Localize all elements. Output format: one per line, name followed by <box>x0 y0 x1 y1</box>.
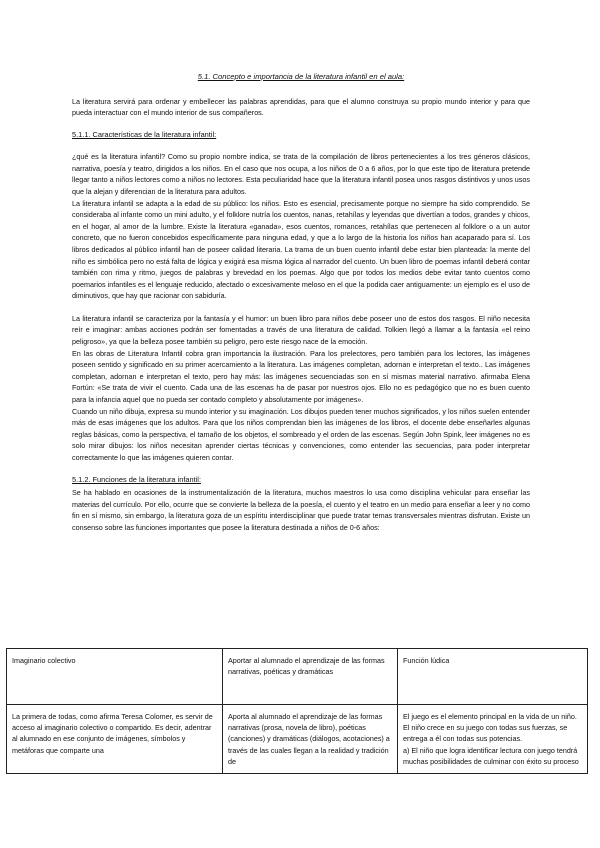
table-header-cell: Aportar al alumnado el aprendizaje de las formas narrativas, poéticas y dramáticas <box>223 649 398 705</box>
paragraph-child-drawing: Cuando un niño dibuja, expresa su mundo interior y su imaginación. Los dibujos pueden tener muchos significados, y los niños suelen entender más de esas imágenes que los adultos. Para que los niños comprendan bien las imágenes de los libros, el docente debe enseñarles algunas reglas básicas, como la perspectiva, el tamaño de los objetos, el sombreado y el orden de las escenas. Según John Spink, leer imágenes no es solo mirar dibujos: los niños necesitan aprender ciertas técnicas y convenciones, como entender las secuencias, para poder interpretar correctamente lo que las imágenes quieren contar. <box>72 406 530 463</box>
subsection-heading-functions: 5.1.2. Funciones de la literatura infantil: <box>72 474 202 484</box>
section-title: 5.1. Concepto e importancia de la literatura infantil en el aula: <box>197 72 405 81</box>
subsection-heading-characteristics: 5.1.1. Características de la literatura infantil: <box>72 129 217 139</box>
paragraph-illustration: En las obras de Literatura Infantil cobra gran importancia la ilustración. Para los prelectores, pero también para los lectores, las imágenes poseen sentido y significado en su primer acercamiento a la literatura. Las imágenes completan, adornan e interpretan el texto.. Las imágenes completan, adornan e interpretan el texto, pero hay más: las imágenes secuenciadas son en sí mismas material narrativo. afirmaba Elena Fortún: «Se trata de vivir el cuento. Cada una de las escenas ha de pasar por nuestros ojos. Ello no es pedagógico que no es buen cuento para la infancia aquel que no pueda ser contado completo y absolutamente por imágenes». <box>72 348 530 405</box>
paragraph-what-is: ¿qué es la literatura infantil? Como su propio nombre indica, se trata de la compilación de libros pertenecientes a los tres géneros clásicos, narrativa, poesía y teatro, dirigidos a los niños. En el caso que nos ocupa, a los niños de 0 a 6 años, por lo que este tipo de literatura pretende llegar tanto a niños lectores como a niños no lectores. Esta peculiaridad hace que la literatura infantil posea unos rasgos distintivos y unos usos que la alejan y diferencian de la literatura para adultos. <box>72 152 530 196</box>
table-row <box>7 705 588 774</box>
table-cell: La primera de todas, como afirma Teresa Colomer, es servir de acceso al imaginario colectivo o compartido. Es decir, adentrar al alumnado en ese conjunto de imágenes, símbolos y metáforas que comparte una <box>7 705 223 774</box>
paragraph-functions: Se ha hablado en ocasiones de la instrumentalización de la literatura, muchos maestros lo usa como disciplina vehicular para enseñar las materias del currículo. Por ello, ocurre que se convierte la belleza de la poesía, el cuento y el teatro en un medio para enseñar a leer y no como fin en sí mismo, sin embargo, la literatura goza de un espíritu interdisciplinar que puede tratar temas transversales mientras disfrutan. Existe un consenso sobre las funciones importantes que posee la literatura destinada a niños de 0-6 años: <box>72 487 530 532</box>
functions-table <box>6 648 588 774</box>
table-cell: Aporta al alumnado el aprendizaje de las formas narrativas (prosa, novela de libro), poéticas (canciones) y dramáticas (diálogos, acotaciones) a través de las cuales llegan a la realidad y tradición de <box>223 705 398 774</box>
paragraph-adapts-to-age: La literatura infantil se adapta a la edad de su público: los niños. Esto es esencial, precisamente porque no siempre ha sido comprendido. Se consideraba al infante como un mini adulto, y el folklore nutría los cuentos, nanas, retahílas y leyendas que divertían a todos, grandes y chicos, en el hogar, al amor de la lumbre. Existe la literatura «ganada», esos cuentos, romances, retahílas que pertenecen al folklore o a un autor concreto, que no fueron concebidos específicamente para ninguna edad, y que a lo largo de la historia los niños han acaparado para sí. Los libros dedicados al público infantil han de poseer calidad literaria. La trama de un buen cuento infantil debe estar bien planteada: la mente del niño es simbólica pero no está falta de lógica y exigirá esa misma lógica al narrador del cuento. Un buen libro de poemas infantil deberá contar también con rima y ritmo, juegos de palabras y brevedad en los poemas. Algo que por todos los medios debe evitar tanto cuentos como poemarios infantiles es el lenguaje reducido, afectado o excesivamente meloso en el que la podida caer antiguamente: un ejemplo es el uso de diminutivos, que hay que racionar con sabiduría. <box>72 198 530 301</box>
table-header-cell: Imaginario colectivo <box>7 649 223 705</box>
document-body <box>72 72 530 533</box>
table-cell: El juego es el elemento principal en la vida de un niño. El niño crece en su juego con todas sus fuerzas, se entrega a él con todas sus potencias. a) El niño que logra identificar lectura con juego tendrá muchas posibilidades de culminar con éxito su proceso <box>398 705 588 774</box>
table-header-row <box>7 649 588 705</box>
intro-paragraph: La literatura servirá para ordenar y embellecer las palabras aprendidas, para que el alumno construya su propio mundo interior y para que pueda interactuar con el mundo interior de sus compañeros. <box>72 96 530 118</box>
paragraph-fantasy-humor: La literatura infantil se caracteriza por la fantasía y el humor: un buen libro para niños debe poseer uno de estos dos rasgos. El niño necesita reír e imaginar: ambas acciones podrán ser fomentadas a través de una literatura de calidad. Tolkien llegó a llamar a la fantasía «el reino peligroso», ya que la belleza posee también su peligro, pero este riesgo nace de la emoción. <box>72 313 530 347</box>
table-header-cell: Función lúdica <box>398 649 588 705</box>
